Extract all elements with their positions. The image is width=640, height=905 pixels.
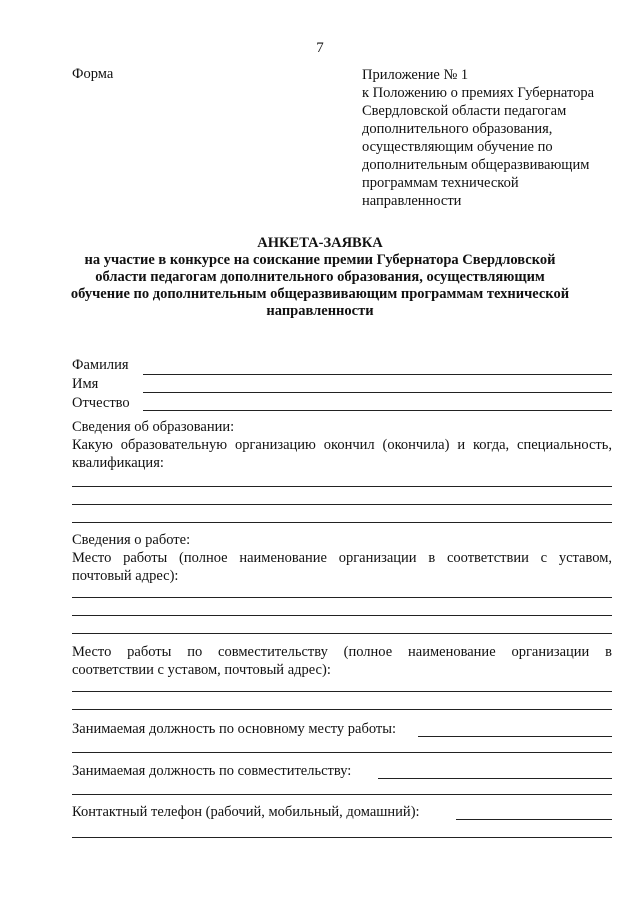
surname-field[interactable] — [143, 374, 612, 375]
position-secondary-label: Занимаемая должность по совместительству: — [72, 763, 352, 779]
document-title — [40, 235, 600, 320]
work-header: Сведения о работе: — [72, 532, 191, 548]
appendix-line: дополнительным общеразвивающим — [362, 157, 590, 173]
position-main-label: Занимаемая должность по основному месту работы: — [72, 721, 397, 737]
education-field-line[interactable] — [72, 522, 612, 523]
education-question-cont: квалификация: — [72, 455, 164, 471]
surname-label: Фамилия — [72, 357, 129, 373]
education-field-line[interactable] — [72, 504, 612, 505]
education-field-line[interactable] — [72, 486, 612, 487]
secondary-work-question: Место работы по совместительству (полное наименование организации в — [72, 644, 612, 660]
secondary-work-field-line[interactable] — [72, 709, 612, 710]
title-line: направленности — [266, 303, 374, 319]
phone-field[interactable] — [456, 819, 612, 820]
appendix-line: Свердловской области педагогам — [362, 103, 567, 119]
title-line: обучение по дополнительным общеразвивающим программам технической — [70, 286, 570, 302]
form-label: Форма — [72, 66, 114, 82]
title-line: области педагогам дополнительного образования, осуществляющим — [95, 269, 545, 285]
name-label: Имя — [72, 376, 99, 392]
appendix-line: Приложение № 1 — [362, 67, 469, 83]
position-main-field-line[interactable] — [72, 752, 612, 753]
phone-field-line[interactable] — [72, 837, 612, 838]
secondary-work-question-cont: соответствии с уставом, почтовый адрес): — [72, 662, 331, 678]
work-place-field-line[interactable] — [72, 597, 612, 598]
position-secondary-field-line[interactable] — [72, 794, 612, 795]
work-place-question-cont: почтовый адрес): — [72, 568, 179, 584]
education-question: Какую образовательную организацию окончил (окончила) и когда, специальность, — [72, 437, 612, 453]
appendix-line: программам технической — [362, 175, 519, 191]
title-main: АНКЕТА-ЗАЯВКА — [257, 235, 383, 251]
phone-label: Контактный телефон (рабочий, мобильный, домашний): — [72, 804, 420, 820]
work-place-field-line[interactable] — [72, 615, 612, 616]
patronymic-field[interactable] — [143, 410, 612, 411]
appendix-line: осуществляющим обучение по — [362, 139, 553, 155]
appendix-line: к Положению о премиях Губернатора — [362, 85, 595, 101]
name-field[interactable] — [143, 392, 612, 393]
secondary-work-field-line[interactable] — [72, 691, 612, 692]
position-secondary-field[interactable] — [378, 778, 612, 779]
work-place-field-line[interactable] — [72, 633, 612, 634]
position-main-field[interactable] — [418, 736, 612, 737]
appendix-block — [362, 66, 594, 210]
education-header: Сведения об образовании: — [72, 419, 235, 435]
page-number: 7 — [316, 40, 324, 56]
patronymic-label: Отчество — [72, 395, 130, 411]
title-line: на участие в конкурсе на соискание премии Губернатора Свердловской — [84, 252, 556, 268]
appendix-line: дополнительного образования, — [362, 121, 553, 137]
work-place-question: Место работы (полное наименование организации в соответствии с уставом, — [72, 550, 612, 566]
appendix-line: направленности — [362, 193, 462, 209]
